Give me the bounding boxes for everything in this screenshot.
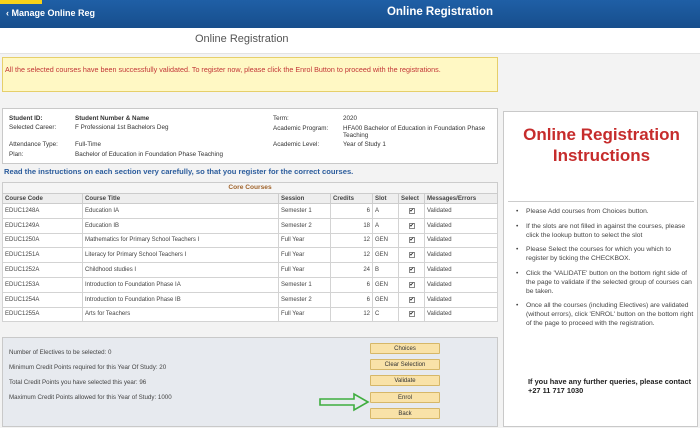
select-checkbox[interactable]: ✔ — [409, 207, 415, 214]
select-cell — [399, 307, 425, 322]
header-title: Online Registration — [386, 6, 494, 18]
col-session: Session — [279, 194, 331, 204]
col-messages: Messages/Errors — [425, 194, 498, 204]
message-cell: Validated — [425, 263, 498, 278]
session-cell: Full Year — [279, 248, 331, 263]
session-cell: Semester 1 — [279, 204, 331, 219]
credits-cell: 24 — [331, 263, 373, 278]
table-row — [3, 277, 498, 292]
credits-cell: 18 — [331, 218, 373, 233]
select-cell — [399, 248, 425, 263]
term-label: Term: — [273, 115, 289, 122]
table-header-row — [3, 194, 498, 204]
message-cell: Validated — [425, 307, 498, 322]
enrol-button[interactable]: Enrol — [370, 392, 440, 403]
validation-alert: All the selected courses have been successfully validated. To register now, please click the Enrol Button to proceed with the registrations. — [2, 57, 498, 92]
program-value: HFA00 Bachelor of Education in Foundation Phase Teaching — [343, 125, 486, 139]
credits-cell: 12 — [331, 307, 373, 322]
core-courses-title: Core Courses — [2, 182, 498, 193]
back-nav-label: Manage Online Reg — [11, 8, 96, 18]
choices-button[interactable]: Choices — [370, 343, 440, 354]
instruction-item: • If the slots are not filled in against the courses, please click the lookup button to select the slot — [514, 223, 694, 241]
select-cell — [399, 277, 425, 292]
course-title-cell: Introduction to Foundation Phase IB — [83, 292, 279, 307]
table-row — [3, 248, 498, 263]
program-label: Academic Program: — [273, 125, 329, 132]
credits-cell: 6 — [331, 277, 373, 292]
back-nav-link[interactable] — [6, 8, 95, 18]
col-credits: Credits — [331, 194, 373, 204]
min-credits: Minimum Credit Points required for this Year Of Study: 20 — [9, 364, 167, 371]
session-cell: Semester 1 — [279, 277, 331, 292]
course-code-cell: EDUC1253A — [3, 277, 83, 292]
instruction-item: • Please Select the courses for which you which to register by ticking the CHECKBOX. — [514, 246, 694, 264]
select-cell — [399, 263, 425, 278]
col-select: Select — [399, 194, 425, 204]
message-cell: Validated — [425, 292, 498, 307]
level-label: Academic Level: — [273, 141, 320, 148]
message-cell: Validated — [425, 248, 498, 263]
message-cell: Validated — [425, 218, 498, 233]
max-credits: Maximum Credit Points allowed for this Year of Study: 1000 — [9, 394, 172, 401]
instructions-divider — [508, 201, 694, 202]
electives-count: Number of Electives to be selected: 0 — [9, 349, 112, 356]
total-credits: Total Credit Points you have selected this year: 96 — [9, 379, 147, 386]
student-id-label: Student ID: — [9, 115, 43, 122]
course-title-cell: Arts for Teachers — [83, 307, 279, 322]
select-checkbox[interactable]: ✔ — [409, 267, 415, 274]
slot-cell: GEN — [373, 277, 399, 292]
table-row — [3, 307, 498, 322]
core-courses-table — [2, 193, 498, 322]
select-cell — [399, 204, 425, 219]
student-id-value: Student Number & Name — [75, 115, 150, 122]
course-title-cell: Mathematics for Primary School Teachers I — [83, 233, 279, 248]
session-cell: Semester 2 — [279, 292, 331, 307]
credits-cell: 6 — [331, 204, 373, 219]
message-cell: Validated — [425, 204, 498, 219]
contact-info: If you have any further queries, please contact +27 11 717 1030 — [528, 377, 692, 395]
instruction-item: • Click the 'VALIDATE' button on the bottom right side of the page to validate if the selected group of courses can be taken. — [514, 270, 694, 296]
instruction-item: • Please Add courses from Choices button. — [514, 208, 694, 217]
back-button[interactable]: Back — [370, 408, 440, 419]
instructions-heading: Online Registration Instructions — [523, 125, 680, 165]
brand-strip — [0, 0, 42, 4]
message-cell: Validated — [425, 277, 498, 292]
select-checkbox[interactable]: ✔ — [409, 311, 415, 318]
slot-cell: B — [373, 263, 399, 278]
level-value: Year of Study 1 — [343, 141, 386, 148]
table-row — [3, 218, 498, 233]
course-code-cell: EDUC1252A — [3, 263, 83, 278]
slot-cell: A — [373, 218, 399, 233]
page-title: Online Registration — [195, 33, 289, 45]
slot-cell: GEN — [373, 292, 399, 307]
course-code-cell: EDUC1250A — [3, 233, 83, 248]
term-value: 2020 — [343, 115, 358, 122]
select-checkbox[interactable]: ✔ — [409, 237, 415, 244]
table-row — [3, 233, 498, 248]
attendance-label: Attendance Type: — [9, 141, 58, 148]
career-value: F Professional 1st Bachelors Deg — [75, 124, 169, 131]
course-code-cell: EDUC1255A — [3, 307, 83, 322]
course-code-cell: EDUC1248A — [3, 204, 83, 219]
course-title-cell: Education IB — [83, 218, 279, 233]
credits-cell: 12 — [331, 248, 373, 263]
slot-cell: A — [373, 204, 399, 219]
select-checkbox[interactable]: ✔ — [409, 281, 415, 288]
slot-cell: GEN — [373, 248, 399, 263]
course-code-cell: EDUC1249A — [3, 218, 83, 233]
student-info-panel — [2, 108, 498, 164]
green-arrow-icon — [318, 392, 370, 412]
course-title-cell: Literacy for Primary School Teachers I — [83, 248, 279, 263]
course-title-cell: Childhood studies I — [83, 263, 279, 278]
course-title-cell: Education IA — [83, 204, 279, 219]
message-cell: Validated — [425, 233, 498, 248]
attendance-value: Full-Time — [75, 141, 102, 148]
select-checkbox[interactable]: ✔ — [409, 296, 415, 303]
slot-cell: C — [373, 307, 399, 322]
table-row — [3, 292, 498, 307]
page-header — [0, 28, 700, 54]
plan-value: Bachelor of Education in Foundation Phase Teaching — [75, 151, 223, 158]
chevron-left-icon: ‹ — [6, 8, 9, 18]
session-cell: Full Year — [279, 263, 331, 278]
read-instructions-note: Read the instructions on each section very carefully, so that you register for the correct courses. — [4, 167, 354, 176]
instructions-panel — [503, 111, 698, 427]
col-slot: Slot — [373, 194, 399, 204]
course-code-cell: EDUC1251A — [3, 248, 83, 263]
session-cell: Full Year — [279, 307, 331, 322]
col-course-title: Course Title — [83, 194, 279, 204]
top-nav-bar — [0, 0, 700, 28]
credits-cell: 6 — [331, 292, 373, 307]
table-row — [3, 263, 498, 278]
select-cell — [399, 218, 425, 233]
select-cell — [399, 292, 425, 307]
select-cell — [399, 233, 425, 248]
slot-cell: GEN — [373, 233, 399, 248]
clear-selection-button[interactable]: Clear Selection — [370, 359, 440, 370]
plan-label: Plan: — [9, 151, 24, 158]
col-course-code: Course Code — [3, 194, 83, 204]
select-checkbox[interactable]: ✔ — [409, 252, 415, 259]
instruction-item: • Once all the courses (including Electives) are validated (without errors), click 'ENROL' button on the bottom right of the page to proceed with the registration. — [514, 302, 694, 328]
course-code-cell: EDUC1254A — [3, 292, 83, 307]
table-row — [3, 204, 498, 219]
core-courses-panel — [2, 182, 498, 322]
select-checkbox[interactable]: ✔ — [409, 222, 415, 229]
career-label: Selected Career: — [9, 124, 57, 131]
session-cell: Semester 2 — [279, 218, 331, 233]
instructions-list — [514, 208, 694, 335]
credits-cell: 12 — [331, 233, 373, 248]
session-cell: Full Year — [279, 233, 331, 248]
course-title-cell: Introduction to Foundation Phase IA — [83, 277, 279, 292]
validate-button[interactable]: Validate — [370, 375, 440, 386]
